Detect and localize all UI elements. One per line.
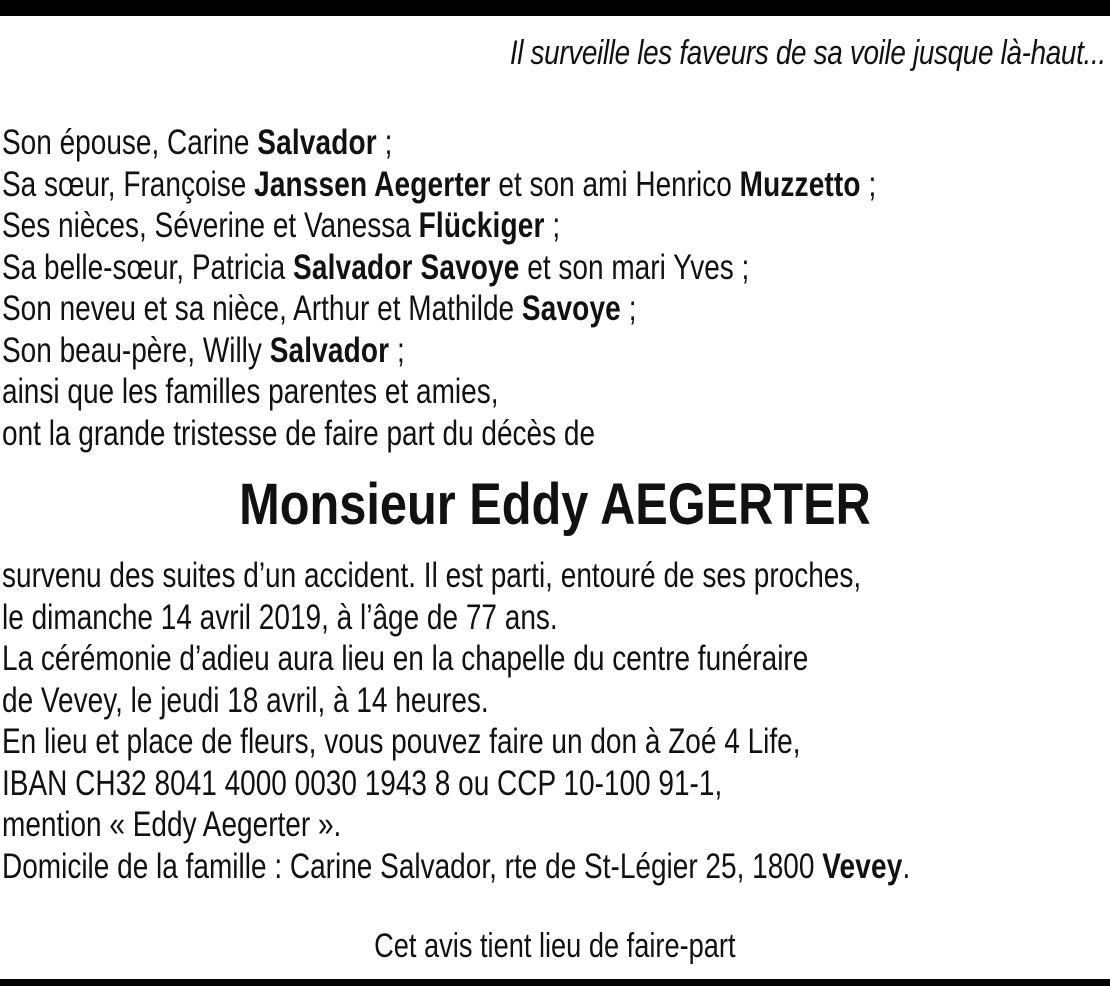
bottom-border-rule bbox=[0, 979, 1110, 986]
details-paragraph bbox=[2, 555, 910, 887]
closing-text: Cet avis tient lieu de faire-part bbox=[374, 927, 736, 965]
family-line: ainsi que les familles parentes et amies, bbox=[2, 372, 499, 411]
family-line: Son neveu et sa nièce, Arthur et Mathilde Savoye ; bbox=[2, 289, 637, 328]
family-list bbox=[2, 122, 876, 454]
family-line: Sa belle-sœur, Patricia Salvador Savoye et son mari Yves ; bbox=[2, 247, 750, 287]
detail-line: de Vevey, le jeudi 18 avril, à 14 heures. bbox=[2, 680, 489, 720]
family-line: Son beau-père, Willy Salvador ; bbox=[2, 330, 405, 370]
epigraph: Il surveille les faveurs de sa voile jusque là-haut... bbox=[510, 34, 1106, 72]
deceased-name: Monsieur Eddy AEGERTER bbox=[239, 472, 871, 537]
top-border-rule bbox=[0, 0, 1110, 16]
detail-line: La cérémonie d’adieu aura lieu en la chapelle du centre funéraire bbox=[2, 639, 809, 678]
family-line: Son épouse, Carine Salvador ; bbox=[2, 123, 393, 162]
detail-line: le dimanche 14 avril 2019, à l’âge de 77 ans. bbox=[2, 597, 558, 637]
deceased-name-heading bbox=[0, 470, 1110, 540]
detail-line: survenu des suites d’un accident. Il est parti, entouré de ses proches, bbox=[2, 556, 862, 595]
detail-line: mention « Eddy Aegerter ». bbox=[2, 805, 342, 844]
detail-line: Domicile de la famille : Carine Salvador, rte de St-Légier 25, 1800 Vevey. bbox=[2, 846, 911, 886]
family-line: Sa sœur, Françoise Janssen Aegerter et son ami Henrico Muzzetto ; bbox=[2, 164, 877, 204]
detail-line: IBAN CH32 8041 4000 0030 1943 8 ou CCP 10-100 91-1, bbox=[2, 763, 723, 803]
detail-line: En lieu et place de fleurs, vous pouvez faire un don à Zoé 4 Life, bbox=[2, 722, 801, 761]
family-line: ont la grande tristesse de faire part du décès de bbox=[2, 413, 596, 453]
closing-note bbox=[0, 926, 1110, 966]
family-line: Ses nièces, Séverine et Vanessa Flückiger ; bbox=[2, 206, 561, 245]
